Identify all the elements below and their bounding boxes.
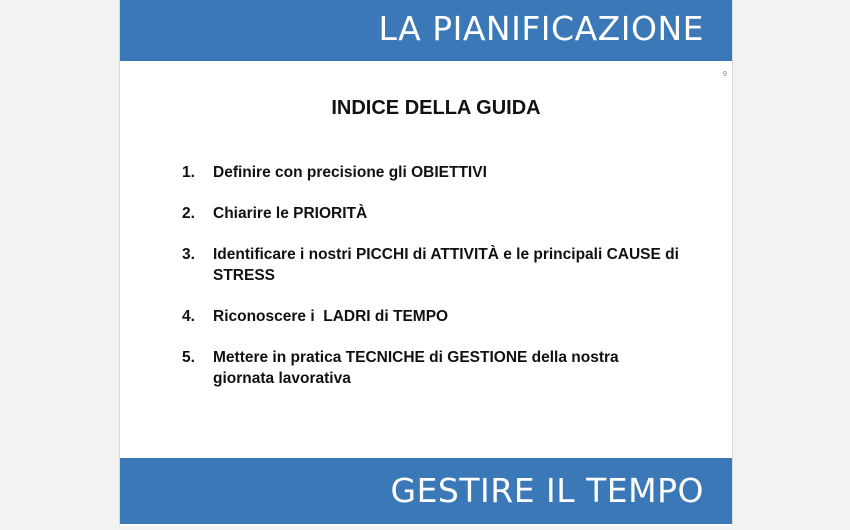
toc-item-text: Identificare i nostri PICCHI di ATTIVITÀ e le principali CAUSE di STRESS <box>213 246 684 284</box>
toc-item-text: Chiarire le PRIORITÀ <box>213 205 368 222</box>
page-number: 9 <box>723 71 727 78</box>
toc-item-5 <box>182 347 682 389</box>
slide-page <box>119 0 733 526</box>
toc-item-number: 4. <box>182 308 195 325</box>
toc-item-3 <box>182 244 682 286</box>
toc-item-number: 2. <box>182 205 195 222</box>
toc-item-1 <box>182 162 682 183</box>
footer-banner <box>120 458 732 524</box>
toc-item-number: 1. <box>182 164 195 181</box>
toc-item-text: Definire con precisione gli OBIETTIVI <box>213 164 487 181</box>
slide-heading: INDICE DELLA GUIDA <box>331 97 541 119</box>
toc-item-number: 3. <box>182 246 195 263</box>
header-banner <box>120 0 732 61</box>
toc-item-text: Mettere in pratica TECNICHE di GESTIONE della nostra giornata lavorativa <box>213 349 623 387</box>
header-title: LA PIANIFICAZIONE <box>378 9 704 48</box>
table-of-contents <box>182 162 682 409</box>
toc-item-2 <box>182 203 682 224</box>
footer-title: GESTIRE IL TEMPO <box>390 471 704 510</box>
toc-item-number: 5. <box>182 349 195 366</box>
toc-item-4 <box>182 306 682 327</box>
toc-item-text: Riconoscere i LADRI di TEMPO <box>213 308 449 325</box>
